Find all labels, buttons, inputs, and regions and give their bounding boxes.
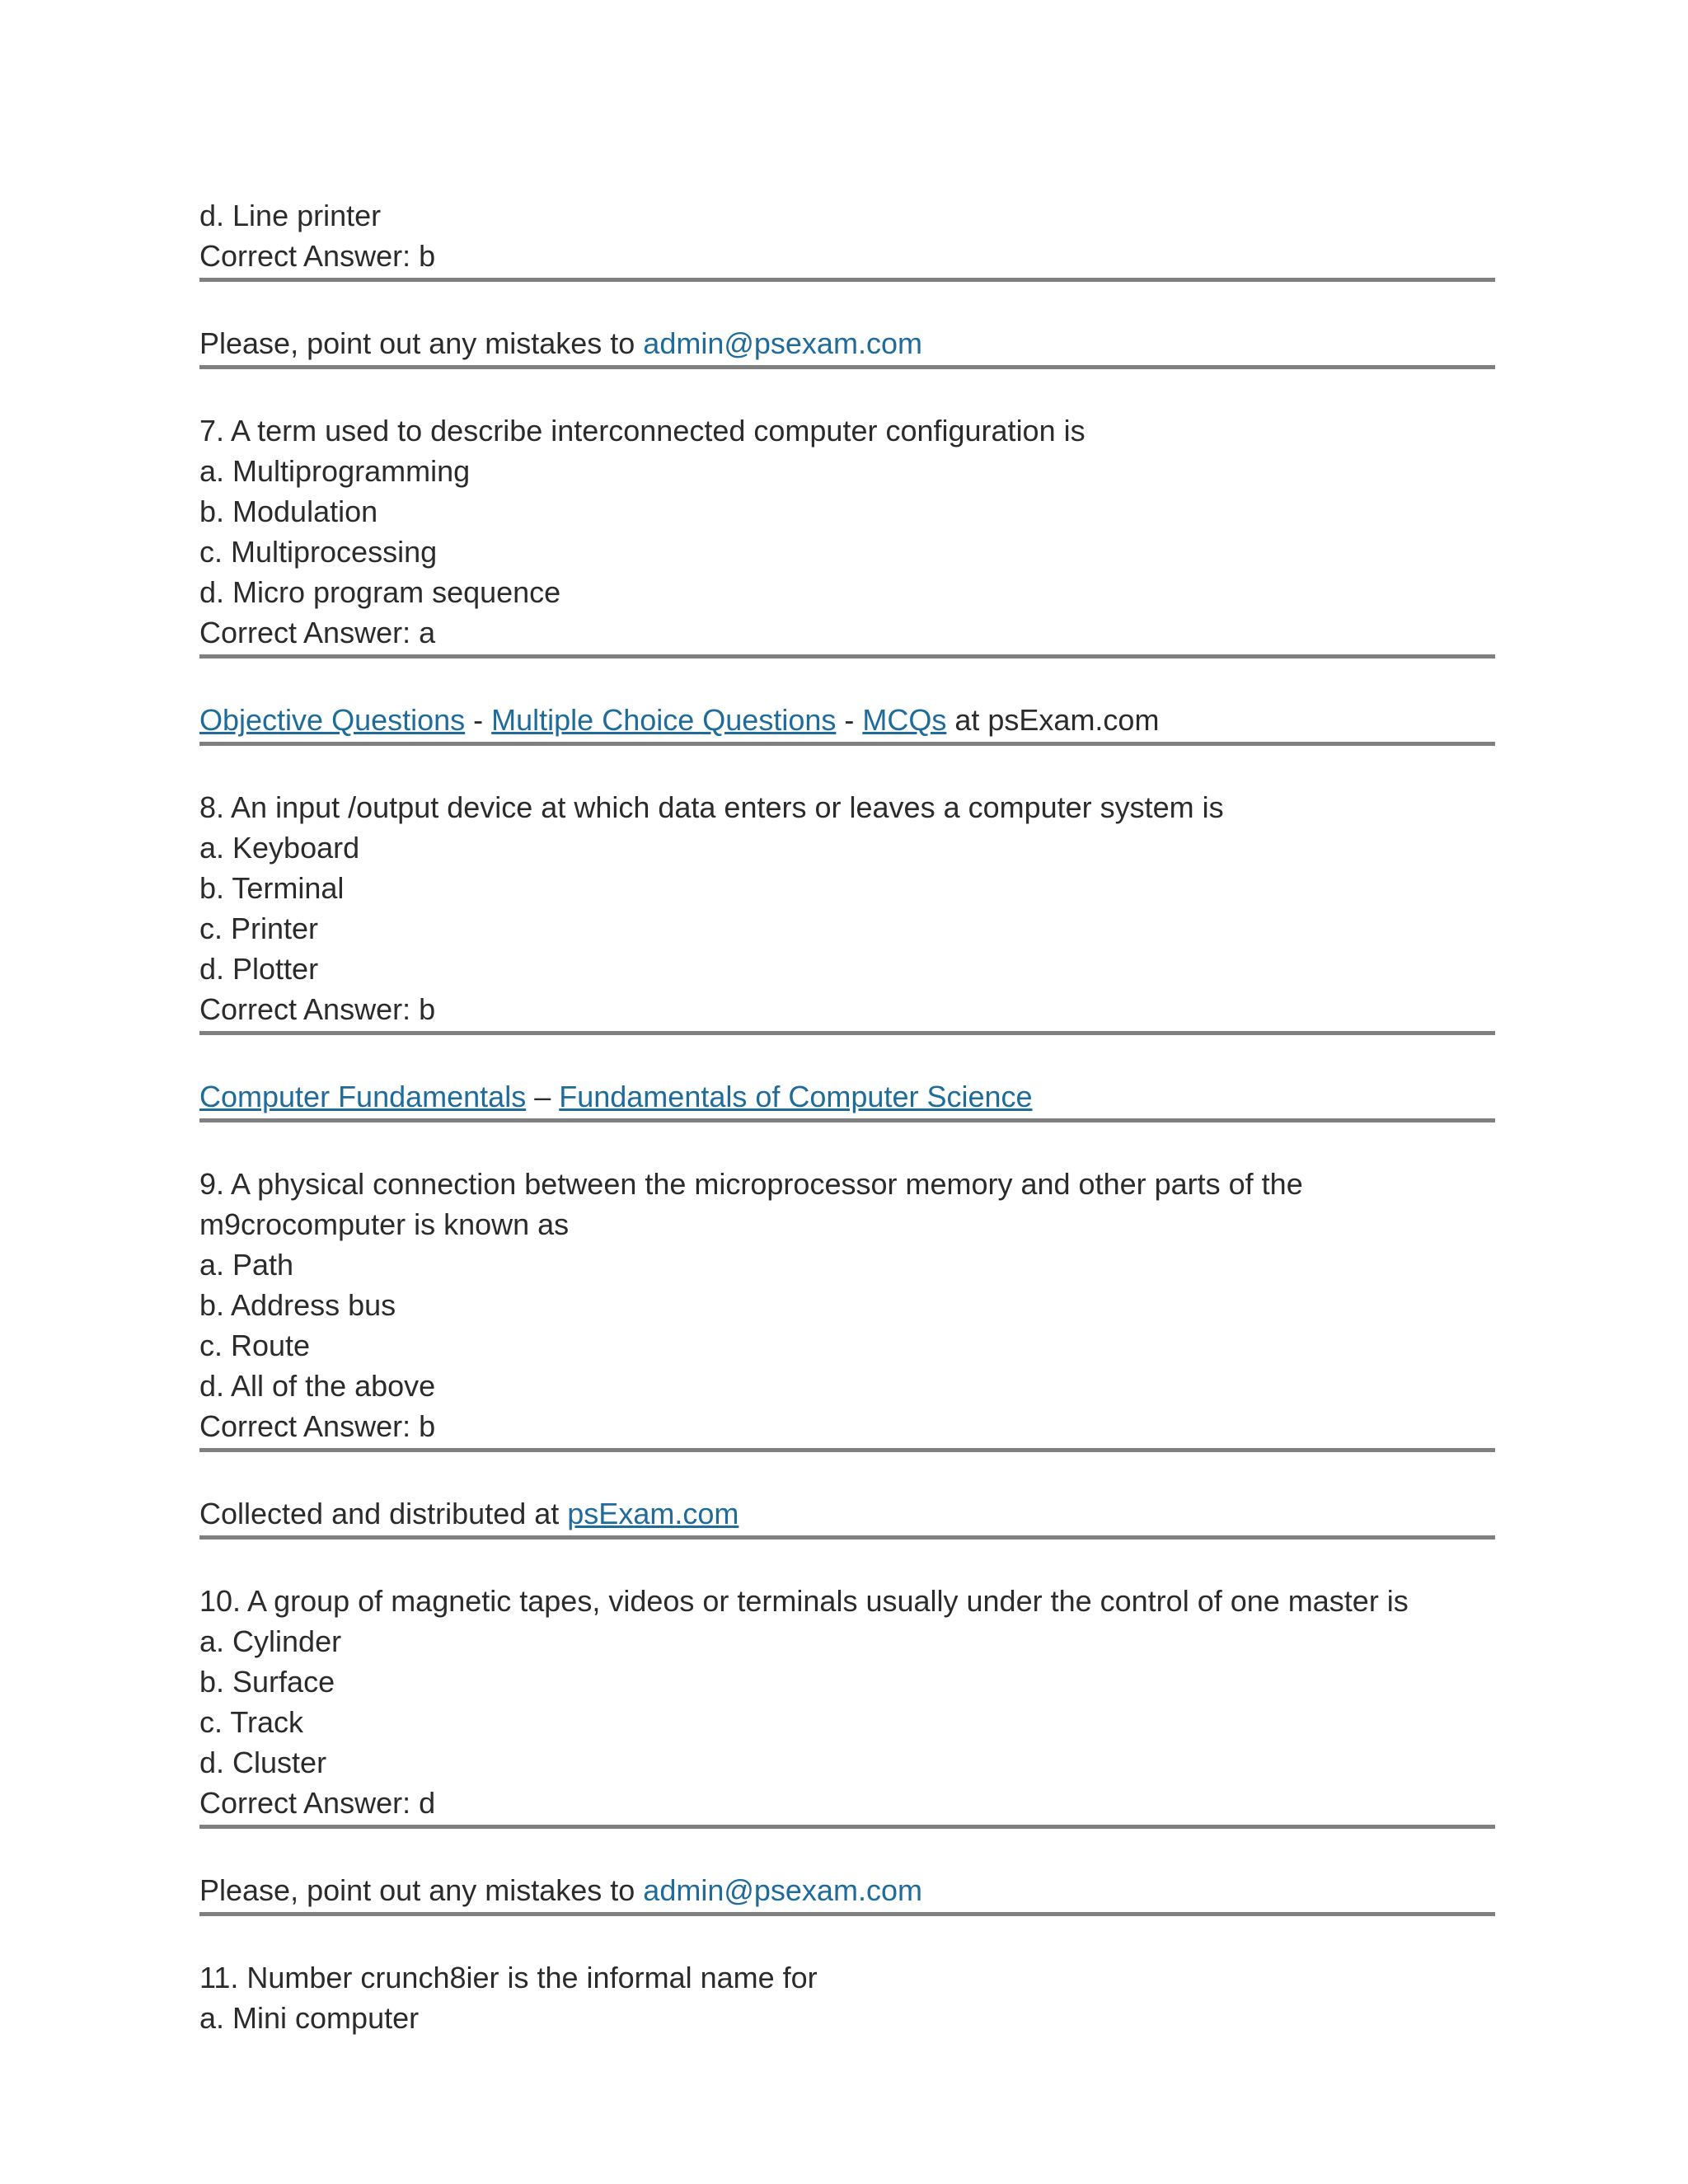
computer-fundamentals-link[interactable]: Computer Fundamentals (199, 1080, 527, 1113)
separator: - (465, 703, 492, 737)
option-line: c. Track (199, 1705, 304, 1739)
option-line: a. Cylinder (199, 1624, 342, 1658)
correct-answer: Correct Answer: b (199, 239, 436, 273)
separator: – (526, 1080, 560, 1113)
option-line: b. Surface (199, 1665, 335, 1699)
notice-text: Please, point out any mistakes to (199, 1873, 644, 1907)
site-promo (199, 1493, 1495, 1540)
question-text: 9. A physical connection between the microprocessor memory and other parts of the (199, 1167, 1303, 1201)
correct-answer: Correct Answer: b (199, 992, 436, 1026)
separator: - (836, 703, 863, 737)
question-block (199, 1957, 1495, 2038)
option-line: a. Mini computer (199, 2001, 420, 2035)
question-text: 10. A group of magnetic tapes, videos or terminals usually under the control of one master is (199, 1584, 1409, 1618)
correct-answer: Correct Answer: b (199, 1409, 436, 1443)
mistakes-notice (199, 323, 1495, 369)
option-line: c. Printer (199, 912, 319, 945)
correct-answer: Correct Answer: d (199, 1786, 436, 1820)
question-block (199, 410, 1495, 658)
question-text: 11. Number crunch8ier is the informal name for (199, 1961, 818, 1994)
question-text: 8. An input /output device at which data enters or leaves a computer system is (199, 790, 1224, 824)
option-line: b. Terminal (199, 871, 345, 905)
option-line: a. Keyboard (199, 831, 360, 865)
option-line: c. Multiprocessing (199, 535, 438, 569)
question-text-continued: m9crocomputer is known as (199, 1207, 570, 1241)
option-line: d. Line printer (199, 199, 382, 232)
promo-suffix: at psExam.com (946, 703, 1160, 737)
mistakes-notice (199, 1870, 1495, 1916)
option-line: d. All of the above (199, 1369, 436, 1403)
objective-questions-link[interactable]: Objective Questions (199, 703, 466, 737)
document-content (199, 195, 1495, 2038)
fundamentals-of-computer-science-link[interactable]: Fundamentals of Computer Science (559, 1080, 1033, 1113)
option-line: d. Micro program sequence (199, 575, 561, 609)
option-line: d. Cluster (199, 1746, 327, 1779)
correct-answer: Correct Answer: a (199, 616, 436, 649)
psexam-link[interactable]: psExam.com (567, 1497, 739, 1530)
question-block (199, 1164, 1495, 1452)
links-promo (199, 700, 1495, 746)
fundamentals-promo (199, 1076, 1495, 1122)
question-block (199, 195, 1495, 282)
option-line: d. Plotter (199, 952, 319, 986)
multiple-choice-questions-link[interactable]: Multiple Choice Questions (491, 703, 837, 737)
question-block (199, 1581, 1495, 1829)
question-block (199, 787, 1495, 1035)
admin-email-link[interactable]: admin@psexam.com (643, 326, 922, 360)
notice-text: Please, point out any mistakes to (199, 326, 644, 360)
promo-text: Collected and distributed at (199, 1497, 568, 1530)
option-line: c. Route (199, 1329, 311, 1362)
option-line: b. Address bus (199, 1288, 396, 1322)
option-line: b. Modulation (199, 494, 378, 528)
admin-email-link[interactable]: admin@psexam.com (643, 1873, 922, 1907)
mcqs-link[interactable]: MCQs (862, 703, 947, 737)
option-line: a. Multiprogramming (199, 454, 471, 488)
question-text: 7. A term used to describe interconnected computer configuration is (199, 414, 1085, 448)
option-line: a. Path (199, 1248, 294, 1282)
